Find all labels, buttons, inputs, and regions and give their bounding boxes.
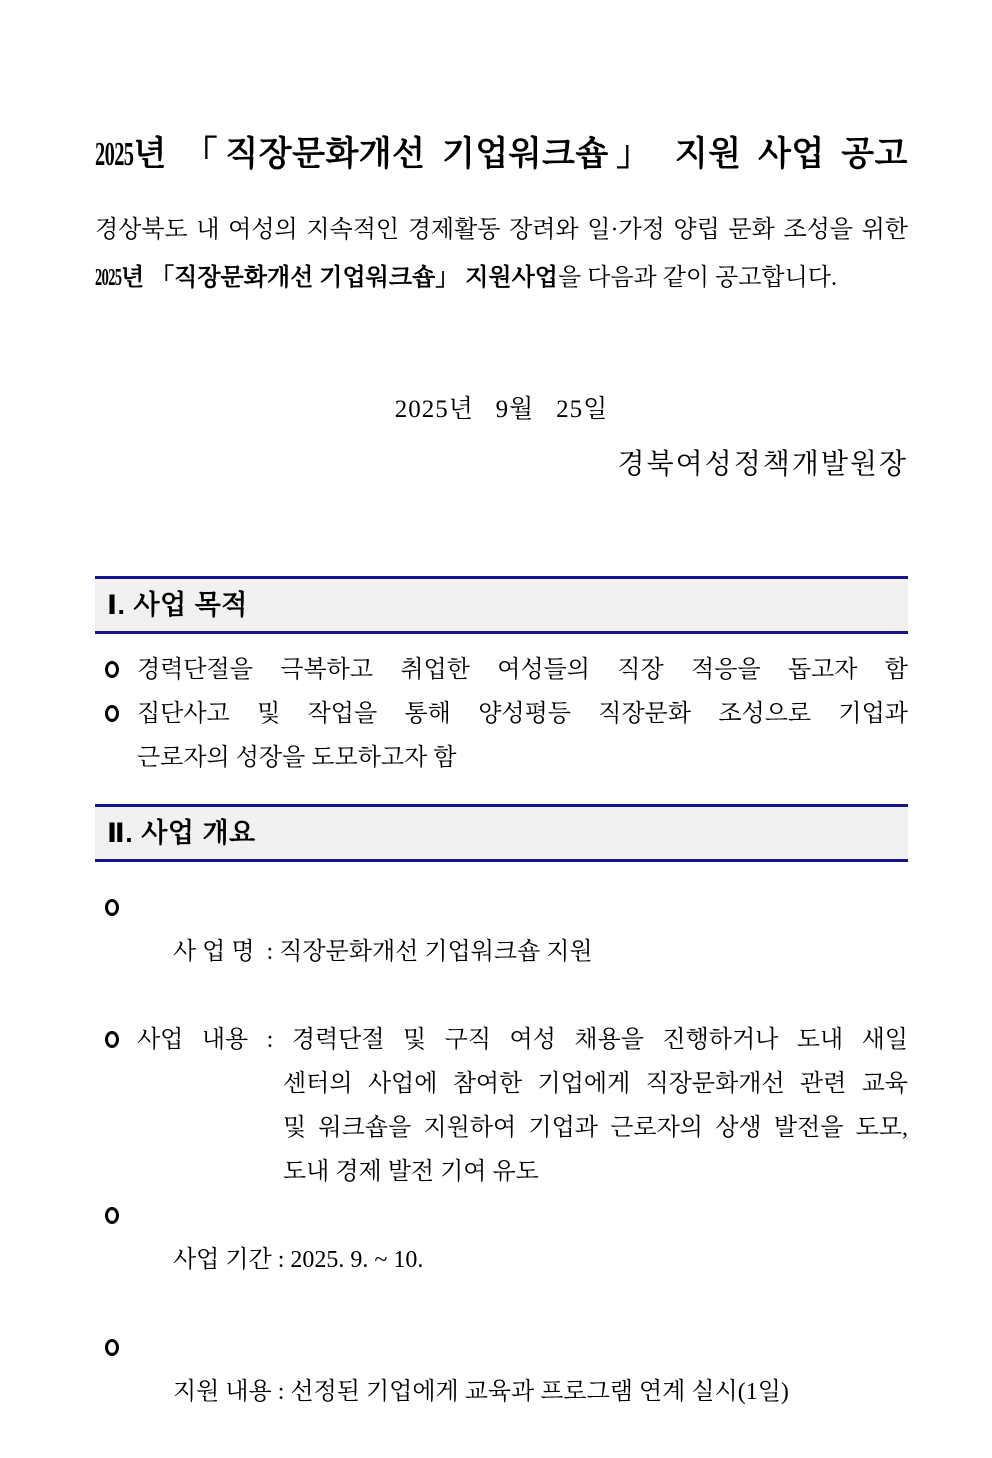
section-2-heading: Ⅱ. 사업 개요 [107, 818, 256, 848]
bullet-continuation-line [95, 1106, 908, 1150]
bullet-line [95, 692, 908, 736]
bullet-line [95, 1326, 908, 1458]
section-2-body [95, 886, 908, 1458]
bullet-text: 경력단절을 극복하고 취업한 여성들의 직장 적응을 돕고자 함 [137, 657, 908, 683]
bullet-text: 사업 기간 : 2025. 9. ~ 10. [173, 1247, 424, 1273]
circle-bullet-icon [105, 661, 119, 678]
date-line: 2025년 9월 25일 [394, 396, 609, 423]
section-1-heading-bar [95, 576, 908, 634]
intro-line-2 [95, 254, 908, 302]
section-2-heading-bar [95, 804, 908, 862]
bullet-line [95, 1018, 908, 1062]
circle-bullet-icon [105, 899, 119, 916]
title-text: 년 「직장문화개선 기업워크숍」 지원 사업 공고 [133, 136, 908, 173]
bullet-text: 센터의 사업에 참여한 기업에게 직장문화개선 관련 교육 [283, 1071, 908, 1097]
intro-bold-year: 2025 [95, 265, 122, 291]
circle-bullet-icon [105, 1031, 119, 1048]
signer-name: 경북여성정책개발원장 [617, 449, 908, 480]
bullet-continuation-line [95, 1062, 908, 1106]
circle-bullet-icon [105, 1207, 119, 1224]
bullet-line [95, 1194, 908, 1326]
intro-paragraph [95, 206, 908, 302]
intro-line-1: 경상북도 내 여성의 지속적인 경제활동 장려와 일·가정 양립 문화 조성을 위한 [95, 217, 908, 243]
bullet-text: 도내 경제 발전 기여 유도 [283, 1159, 539, 1185]
bullet-line [95, 886, 908, 1018]
bullet-text: 근로자의 성장을 도모하고자 함 [137, 745, 457, 771]
bullet-continuation-line [95, 1150, 908, 1194]
section-1-heading: Ⅰ. 사업 목적 [107, 590, 248, 620]
bullet-text: 및 워크숍을 지원하여 기업과 근로자의 상생 발전을 도모, [283, 1115, 908, 1141]
bullet-text: 지원 내용 : 선정된 기업에게 교육과 프로그램 연계 실시(1일) [173, 1379, 789, 1405]
section-1-body [95, 648, 908, 780]
bullet-continuation-line [95, 736, 908, 780]
circle-bullet-icon [105, 1339, 119, 1356]
bullet-text: 사업 내용 : 경력단절 및 구직 여성 채용을 진행하거나 도내 새일 [137, 1027, 908, 1053]
circle-bullet-icon [105, 705, 119, 722]
intro-bold-text: 년 「직장문화개선 기업워크숍」 지원사업 [121, 265, 558, 291]
intro-regular-text: 을 다음과 같이 공고합니다. [557, 265, 837, 291]
page-title [95, 130, 908, 180]
bullet-line [95, 648, 908, 692]
bullet-text: 집단사고 및 작업을 통해 양성평등 직장문화 조성으로 기업과 [137, 701, 908, 727]
title-year: 2025 [95, 136, 134, 173]
bullet-text: 사 업 명 : 직장문화개선 기업워크숍 지원 [173, 939, 593, 965]
